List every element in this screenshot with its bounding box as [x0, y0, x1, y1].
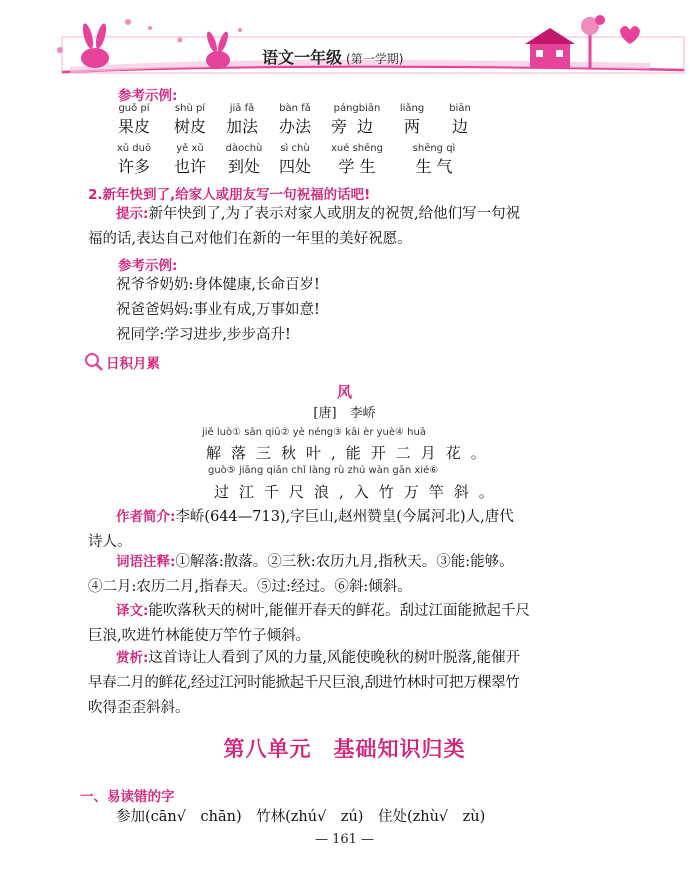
- pinyin: guǒ pí: [118, 103, 150, 114]
- magnifier-icon: [84, 352, 104, 372]
- ref-label-2: 参考示例:: [118, 258, 178, 274]
- hint-line-1: 提示:新年快到了,为了表示对家人或朋友的祝贺,给他们写一句祝: [116, 206, 521, 222]
- poem-title: 风: [336, 383, 352, 401]
- words-row-2: [0, 143, 689, 183]
- pinyin: biān: [449, 103, 471, 114]
- word: 四处: [278, 157, 311, 176]
- word: 树皮: [173, 117, 206, 136]
- translation-line-1: 译文:能吹落秋天的树叶,能催开春天的鲜花。刮过江面能掀起千尺: [116, 603, 531, 619]
- word: 办法: [278, 117, 311, 136]
- poem-author-line: [0, 402, 689, 421]
- appreciation-label: 赏析:: [116, 650, 149, 666]
- pinyin: sì chù: [280, 143, 310, 154]
- word: 也许: [173, 157, 206, 176]
- hint-label: 提示:: [116, 206, 149, 222]
- pinyin: shù pí: [174, 103, 206, 114]
- pinyin: xué shēng: [331, 143, 383, 154]
- notes-line-2: ④二月:农历二月,指春天。⑤过:经过。⑥斜:倾斜。: [88, 579, 412, 595]
- daily-label: 日积月累: [106, 356, 160, 372]
- house-icon: [525, 28, 575, 68]
- poem-line1: 解落三秋叶,能开二月花。: [206, 444, 496, 462]
- pinyin: dàochù: [225, 143, 263, 154]
- appreciation-line-2: 早春二月的鲜花,经过江河时能掀起千尺巨浪,刮进竹林时可把万棵翠竹: [88, 675, 520, 691]
- word: 学 生: [338, 157, 376, 176]
- pinyin: shēng qì: [412, 143, 456, 154]
- word: 果皮: [117, 117, 150, 136]
- pinyin: bàn fǎ: [279, 103, 311, 114]
- section-heading: 一、易读错的字: [80, 789, 175, 805]
- wish-3: 祝同学:学习进步,步步高升!: [116, 327, 291, 343]
- pinyin: xǔ duō: [116, 143, 152, 154]
- pinyin: yě xǔ: [176, 143, 204, 154]
- pinyin: pángbiān: [333, 103, 381, 114]
- word: 两: [403, 117, 420, 136]
- poem-line2: 过江千尺浪,入竹万竿斜。: [214, 483, 504, 501]
- hint-line-2: 福的话,表达自己对他们在新的一年里的美好祝愿。: [88, 231, 412, 247]
- appreciation-line-1: 赏析:这首诗让人看到了风的力量,风能使晚秋的树叶脱落,能催开: [116, 650, 521, 666]
- appreciation-line-3: 吹得歪歪斜斜。: [88, 700, 190, 716]
- header-title: 语文一年级 (第一学期): [262, 48, 404, 67]
- word: 边: [451, 117, 468, 136]
- word: 旁边: [330, 117, 383, 136]
- pinyin: liǎng: [399, 103, 425, 114]
- header-subtitle: (第一学期): [346, 52, 404, 66]
- poem-line1-pinyin: jiě luò① sān qiū② yè néng③ kāi èr yuè④ huā: [202, 427, 426, 438]
- wish-2: 祝爸爸妈妈:事业有成,万事如意!: [116, 302, 320, 318]
- pinyin: jiā fǎ: [229, 103, 255, 114]
- ref-label: 参考示例:: [118, 88, 178, 104]
- pronunciation-line: 参加(cān√ chān) 竹林(zhú√ zú) 住处(zhù√ zù): [116, 809, 486, 825]
- translation-line-2: 巨浪,吹进竹林能使万竿竹子倾斜。: [88, 628, 311, 644]
- author: 李峤: [349, 406, 376, 421]
- wish-1: 祝爷爷奶奶:身体健康,长命百岁!: [116, 277, 320, 293]
- notes-line-1: 词语注释:①解落:散落。②三秋:农历九月,指秋天。③能:能够。: [116, 554, 514, 570]
- notes-label: 词语注释:: [116, 554, 176, 570]
- translation-label: 译文:: [116, 603, 149, 619]
- author-intro-line-1: 作者简介:李峤(644—713),字巨山,赵州赞皇(今属河北)人,唐代: [116, 509, 514, 525]
- question-2: 2.新年快到了,给家人或朋友写一句祝福的话吧!: [88, 187, 371, 203]
- word: 生 气: [415, 157, 453, 176]
- unit-title: 第八单元 基础知识归类: [223, 736, 466, 761]
- word: 许多: [117, 157, 150, 176]
- author-intro-line-2: 诗人。: [88, 534, 132, 550]
- word: 加法: [225, 117, 258, 136]
- poem-line2-pinyin: guò⑤ jiāng qiān chǐ làng rù zhú wàn gān xié⑥: [208, 465, 439, 476]
- word: 到处: [227, 157, 260, 176]
- author-intro-label: 作者简介:: [116, 509, 176, 525]
- page-number: — 161 —: [314, 832, 375, 847]
- dynasty: [唐]: [313, 406, 337, 421]
